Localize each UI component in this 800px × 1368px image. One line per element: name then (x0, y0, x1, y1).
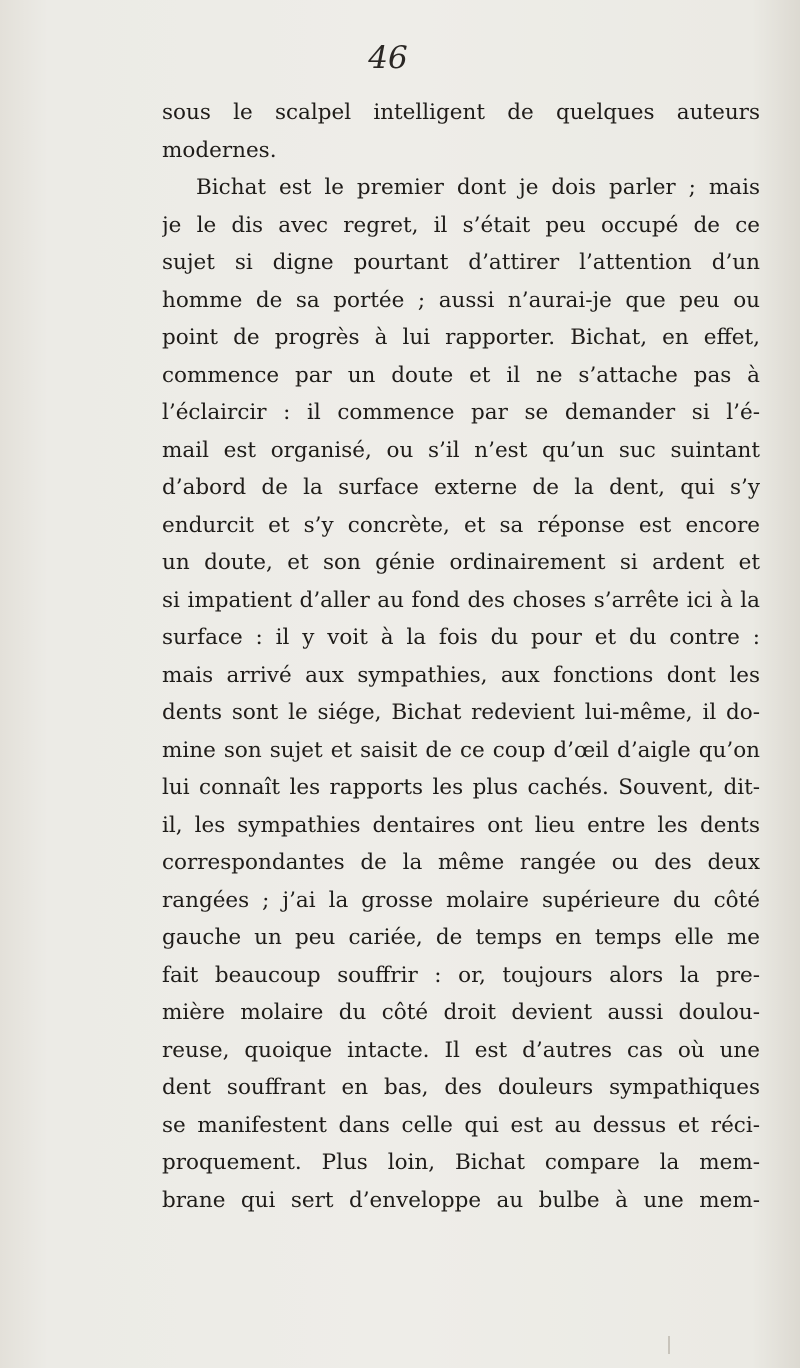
text-line: proquement. Plus loin, Bichat compare la mem- (162, 1150, 760, 1175)
text-line: d’abord de la surface externe de la dent, qui s’y (162, 475, 760, 500)
text-line: un doute, et son génie ordinairement si ardent et (162, 550, 760, 575)
text-line: modernes. (162, 137, 277, 163)
text-line: il, les sympathies dentaires ont lieu entre les dents (162, 812, 760, 838)
text-line: sujet si digne pourtant d’attirer l’attention d’un (162, 250, 760, 275)
page-number: 46 (368, 40, 408, 76)
text-line: mais arrivé aux sympathies, aux fonctions dont les (162, 662, 760, 688)
text-line: se manifestent dans celle qui est au dessus et réci- (162, 1112, 760, 1138)
text-line: correspondantes de la même rangée ou des deux (162, 850, 760, 875)
text-line: reuse, quoique intacte. Il est d’autres cas où une (162, 1037, 760, 1063)
text-line: surface : il y voit à la fois du pour et du contre : (162, 625, 760, 650)
text-line: mine son sujet et saisit de ce coup d’œil d’aigle qu’on (162, 737, 760, 763)
text-line: je le dis avec regret, il s’était peu occupé de ce (162, 212, 760, 238)
text-line: brane qui sert d’enveloppe au bulbe à une mem- (162, 1187, 760, 1213)
text-line: mière molaire du côté droit devient aussi doulou- (162, 1000, 760, 1025)
body-text (162, 94, 760, 1219)
text-line: commence par un doute et il ne s’attache pas à (162, 362, 760, 388)
text-line: dents sont le siége, Bichat redevient lui-même, il do- (162, 700, 760, 725)
paper-mark (668, 1336, 670, 1354)
text-line: mail est organisé, ou s’il n’est qu’un suc suintant (162, 437, 760, 463)
text-line: fait beaucoup souffrir : or, toujours alors la pre- (162, 962, 760, 988)
text-line: point de progrès à lui rapporter. Bichat, en effet, (162, 325, 760, 350)
text-line: l’éclaircir : il commence par se demander si l’é- (162, 400, 760, 425)
text-line: homme de sa portée ; aussi n’aurai-je que peu ou (162, 287, 760, 313)
text-line: gauche un peu cariée, de temps en temps elle me (162, 925, 760, 950)
text-line: dent souffrant en bas, des douleurs sympathiques (162, 1075, 760, 1100)
text-line: Bichat est le premier dont je dois parler ; mais (196, 175, 760, 200)
text-line: sous le scalpel intelligent de quelques auteurs (162, 100, 760, 125)
text-line: rangées ; j’ai la grosse molaire supérieure du côté (162, 887, 760, 913)
text-line: lui connaît les rapports les plus cachés. Souvent, dit- (162, 775, 760, 800)
text-line: endurcit et s’y concrète, et sa réponse est encore (162, 512, 760, 538)
text-line: si impatient d’aller au fond des choses s’arrête ici à la (162, 587, 760, 613)
